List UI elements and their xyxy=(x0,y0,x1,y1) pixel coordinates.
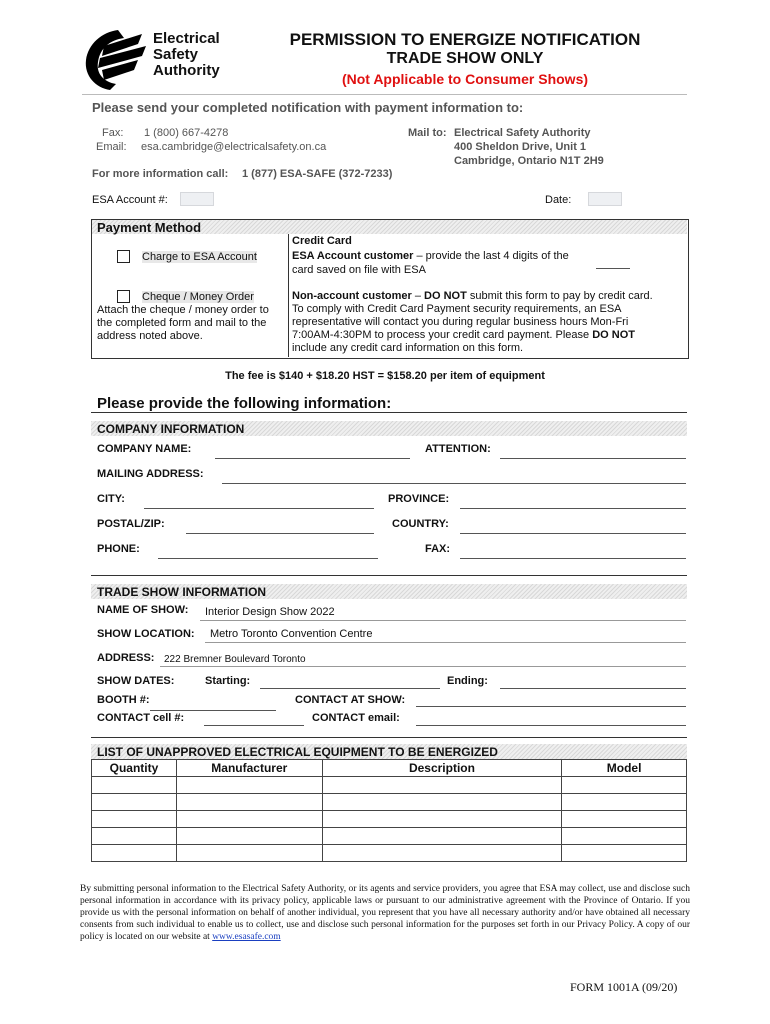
consumer-show-note: (Not Applicable to Consumer Shows) xyxy=(341,71,589,87)
cc-line4a: 7:00AM-4:30PM to process your credit card payment. Please xyxy=(292,329,593,341)
table-cell[interactable] xyxy=(92,845,177,862)
contact-label: CONTACT AT SHOW: xyxy=(295,694,406,706)
logo-line2: Safety xyxy=(153,46,199,63)
table-cell[interactable] xyxy=(176,777,322,794)
cc-non-rest: submit this form to pay by credit card. xyxy=(466,290,653,302)
cheque-label: Cheque / Money Order xyxy=(142,291,254,303)
cheque-text-3: address noted above. xyxy=(97,330,203,342)
col-quantity: Quantity xyxy=(92,760,177,777)
show-address-field xyxy=(160,666,686,667)
show-address-value[interactable]: 222 Bremner Boulevard Toronto xyxy=(164,654,306,665)
postal-field[interactable] xyxy=(186,533,374,534)
fee-statement: The fee is $140 + $18.20 HST = $158.20 per item of equipment xyxy=(225,370,545,382)
table-cell[interactable] xyxy=(322,811,562,828)
cc-account-line1 xyxy=(292,250,569,262)
province-label: PROVINCE: xyxy=(388,493,450,505)
cc-line2: To comply with Credit Card Payment security requirements, an ESA xyxy=(292,303,622,315)
cc-non-account-line1 xyxy=(292,290,653,302)
cc-line4 xyxy=(292,329,635,341)
country-field[interactable] xyxy=(460,533,686,534)
city-field[interactable] xyxy=(144,508,374,509)
cc-account-bold: ESA Account customer xyxy=(292,250,414,262)
table-cell[interactable] xyxy=(176,794,322,811)
table-cell[interactable] xyxy=(562,828,687,845)
starting-field[interactable] xyxy=(260,688,440,689)
table-cell[interactable] xyxy=(92,794,177,811)
show-location-label: SHOW LOCATION: xyxy=(97,628,195,640)
table-cell[interactable] xyxy=(322,777,562,794)
credit-card-heading: Credit Card xyxy=(292,235,352,247)
mail-line3: Cambridge, Ontario N1T 2H9 xyxy=(454,155,604,167)
contact-email-label: CONTACT email: xyxy=(312,712,400,724)
table-cell[interactable] xyxy=(176,845,322,862)
show-location-field xyxy=(205,642,686,643)
contact-email-field[interactable] xyxy=(416,725,686,726)
cheque-checkbox[interactable] xyxy=(117,290,130,303)
cc-account-rest: – provide the last 4 digits of the xyxy=(413,250,569,262)
contact-cell-label: CONTACT cell #: xyxy=(97,712,185,724)
privacy-text: By submitting personal information to the Electrical Safety Authority, or its agents and service providers, you agree that ESA may collect, use and disclose such personal information in accordance with its privacy policy, applicable laws or pursuant to our administrative agreement with the Province of Ontario. If you provide us with the personal information on behalf of another individual, you represent that you have all necessary authority and/or have obtained all necessary consents from such individual to enable us to collect, use and disclose such personal information for the purposes set forth in our Privacy Policy. A copy of our policy is located on our website at xyxy=(80,884,690,942)
col-model: Model xyxy=(562,760,687,777)
mail-line1: Electrical Safety Authority xyxy=(454,127,591,139)
phone-label: PHONE: xyxy=(97,543,140,555)
cc-line3: representative will contact you during regular business hours Mon-Fri xyxy=(292,316,629,328)
table-row xyxy=(92,777,687,794)
country-label: COUNTRY: xyxy=(392,518,449,530)
company-fax-field[interactable] xyxy=(460,558,686,559)
starting-label: Starting: xyxy=(205,675,251,687)
header-divider xyxy=(82,94,687,95)
table-cell[interactable] xyxy=(176,811,322,828)
provide-heading: Please provide the following information: xyxy=(97,395,392,412)
show-name-value[interactable]: Interior Design Show 2022 xyxy=(205,606,335,618)
table-cell[interactable] xyxy=(322,828,562,845)
esa-account-label: ESA Account #: xyxy=(92,194,168,206)
info-label: For more information call: xyxy=(92,168,229,180)
logo-line1: Electrical xyxy=(153,30,220,47)
logo-line3: Authority xyxy=(153,62,220,79)
table-row xyxy=(92,845,687,862)
booth-label: BOOTH #: xyxy=(97,694,150,706)
cc-line5: include any credit card information on this form. xyxy=(292,342,524,354)
table-cell[interactable] xyxy=(322,794,562,811)
company-name-field[interactable] xyxy=(215,458,410,459)
cheque-text-2: the completed form and mail to the xyxy=(97,317,267,329)
table-cell[interactable] xyxy=(562,777,687,794)
payment-divider xyxy=(288,234,289,357)
table-cell[interactable] xyxy=(322,845,562,862)
send-to-heading: Please send your completed notification with payment information to: xyxy=(92,100,524,115)
esa-logo xyxy=(80,24,230,94)
table-cell[interactable] xyxy=(562,794,687,811)
tradeshow-divider xyxy=(91,575,687,576)
date-label: Date: xyxy=(545,194,572,206)
contact-field[interactable] xyxy=(416,706,686,707)
show-location-value[interactable]: Metro Toronto Convention Centre xyxy=(210,628,373,640)
esa-logo-icon xyxy=(80,24,152,94)
equipment-header-row xyxy=(92,760,687,777)
show-address-label: ADDRESS: xyxy=(97,652,155,664)
cc-account-line2: card saved on file with ESA xyxy=(292,264,426,276)
mail-label: Mail to: xyxy=(408,127,447,139)
ending-field[interactable] xyxy=(500,688,686,689)
province-field[interactable] xyxy=(460,508,686,509)
form-title: PERMISSION TO ENERGIZE NOTIFICATION xyxy=(289,30,641,49)
last-4-digits-field[interactable] xyxy=(596,268,630,269)
postal-label: POSTAL/ZIP: xyxy=(97,518,165,530)
company-heading: COMPANY INFORMATION xyxy=(97,422,245,436)
privacy-statement xyxy=(80,883,690,943)
table-cell[interactable] xyxy=(176,828,322,845)
show-name-label: NAME OF SHOW: xyxy=(97,604,189,616)
table-cell[interactable] xyxy=(92,777,177,794)
col-description: Description xyxy=(322,760,562,777)
contact-cell-field[interactable] xyxy=(204,725,304,726)
table-row xyxy=(92,794,687,811)
email-label: Email: xyxy=(96,141,127,153)
charge-account-label: Charge to ESA Account xyxy=(142,251,257,263)
provide-divider xyxy=(91,412,687,413)
email-value: esa.cambridge@electricalsafety.on.ca xyxy=(141,141,327,153)
show-name-field xyxy=(200,620,686,621)
phone-field[interactable] xyxy=(158,558,378,559)
form-number: FORM 1001A (09/20) xyxy=(570,980,678,994)
table-cell[interactable] xyxy=(562,845,687,862)
company-fax-label: FAX: xyxy=(425,543,451,555)
form-subtitle: TRADE SHOW ONLY xyxy=(386,50,544,67)
attention-field[interactable] xyxy=(500,458,686,459)
table-row xyxy=(92,811,687,828)
table-cell[interactable] xyxy=(562,811,687,828)
attention-label: ATTENTION: xyxy=(425,443,491,455)
charge-account-checkbox[interactable] xyxy=(117,250,130,263)
mailing-address-label: MAILING ADDRESS: xyxy=(97,468,204,480)
tradeshow-heading: TRADE SHOW INFORMATION xyxy=(97,585,267,599)
payment-heading: Payment Method xyxy=(97,220,202,235)
cc-line4b: DO NOT xyxy=(592,329,635,341)
booth-field[interactable] xyxy=(150,710,276,711)
equipment-table xyxy=(91,759,687,862)
cc-non-donot: DO NOT xyxy=(424,290,467,302)
mail-line2: 400 Sheldon Drive, Unit 1 xyxy=(454,141,587,153)
fax-value: 1 (800) 667-4278 xyxy=(144,127,229,139)
table-cell[interactable] xyxy=(92,828,177,845)
mailing-address-field[interactable] xyxy=(222,483,686,484)
date-field[interactable] xyxy=(588,192,622,206)
col-manufacturer: Manufacturer xyxy=(176,760,322,777)
equipment-heading: LIST OF UNAPPROVED ELECTRICAL EQUIPMENT TO BE ENERGIZED xyxy=(97,745,498,759)
company-name-label: COMPANY NAME: xyxy=(97,443,192,455)
cheque-text-1: Attach the cheque / money order to xyxy=(97,304,269,316)
privacy-link[interactable]: www.esasafe.com xyxy=(212,932,281,942)
table-row xyxy=(92,828,687,845)
fax-label: Fax: xyxy=(102,127,124,139)
esa-account-field[interactable] xyxy=(180,192,214,206)
city-label: CITY: xyxy=(97,493,125,505)
table-cell[interactable] xyxy=(92,811,177,828)
cc-non-bold: Non-account customer xyxy=(292,290,412,302)
show-dates-label: SHOW DATES: xyxy=(97,675,175,687)
cc-non-dash: – xyxy=(411,290,425,302)
ending-label: Ending: xyxy=(447,675,488,687)
info-phone: 1 (877) ESA-SAFE (372-7233) xyxy=(242,168,393,180)
equipment-divider xyxy=(91,737,687,738)
